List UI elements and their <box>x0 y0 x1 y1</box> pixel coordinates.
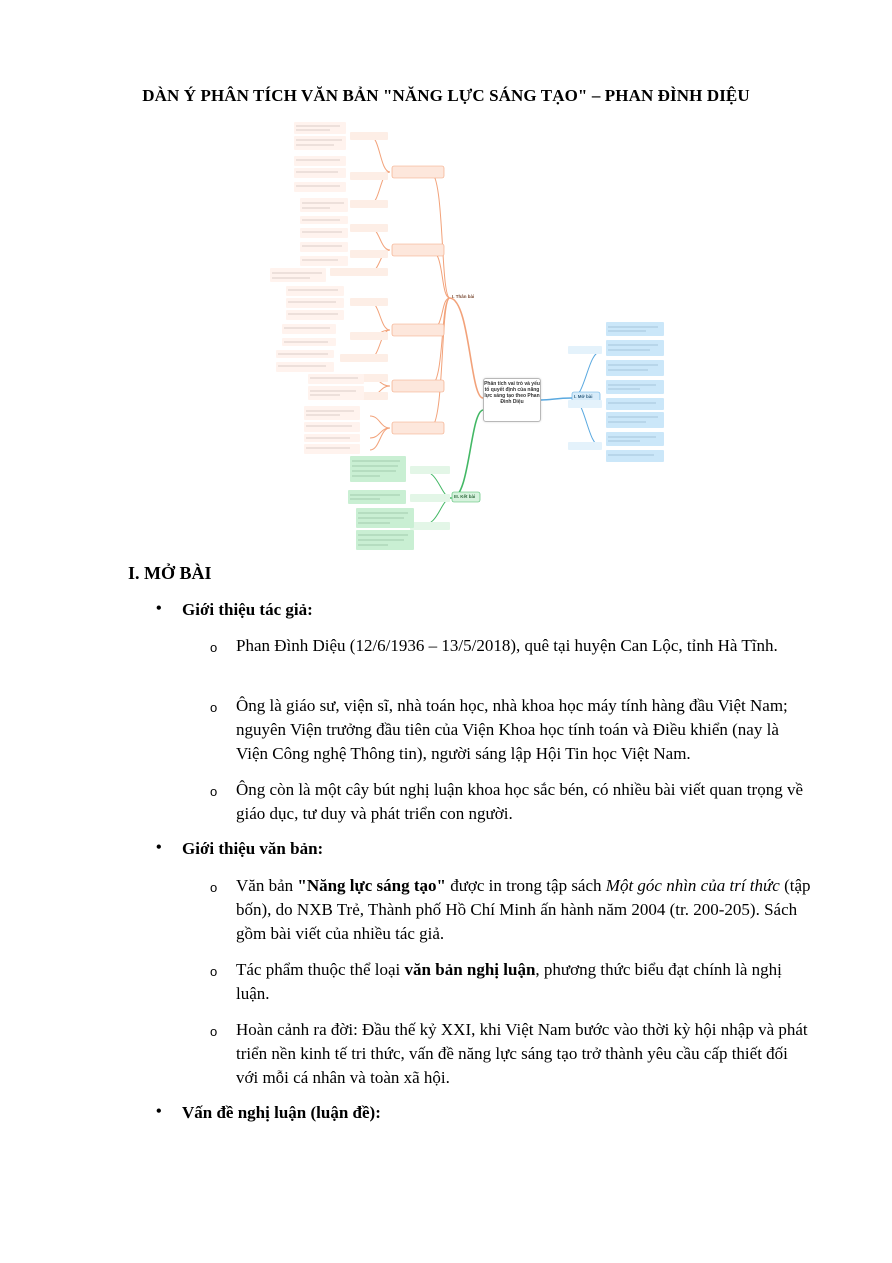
text-item-1 <box>236 874 811 946</box>
mindmap-connector-intro <box>541 398 572 400</box>
mindmap-connector-conclusion <box>452 410 483 498</box>
author-intro-label: • Giới thiệu tác giả: <box>182 600 313 620</box>
author-item-2: o Ông là giáo sư, viện sĩ, nhà toán học, nhà khoa học máy tính hàng đầu Việt Nam; nguyên Viện trưởng đầu tiên của Viện Khoa học tính toán và Điều khiển (nay là Viện Công nghệ Thông tin), người sáng lập Hội Tin học Việt Nam. <box>236 694 811 766</box>
text-item-1-book: Một góc nhìn của trí thức <box>605 876 780 895</box>
text-item-1-e: (tập bốn), do NXB Trẻ, Thành phố Hồ Chí Minh ấn hành năm 2004 (tr. 200-205). Sách gồm bài viết của nhiều tác giả. <box>236 876 811 943</box>
text-item-2-c: , phương thức biểu đạt chính là nghị luận. <box>236 960 782 1003</box>
text-item-1-a: Văn bản <box>236 876 298 895</box>
mindmap-branch-conclusion: III. Kết bài <box>454 494 476 499</box>
author-item-1: o Phan Đình Diệu (12/6/1936 – 13/5/2018), quê tại huyện Can Lộc, tỉnh Hà Tĩnh. <box>236 634 811 658</box>
mindmap-connector-body <box>450 298 483 398</box>
mindmap-diagram <box>0 0 892 560</box>
author-item-3: o Ông còn là một cây bút nghị luận khoa học sắc bén, có nhiều bài viết quan trọng về giáo dục, tư duy và phát triển con người. <box>236 778 811 826</box>
text-item-1-c: được in trong tập sách <box>445 876 606 895</box>
mindmap-branch-intro: I. Mở bài <box>574 394 593 399</box>
mindmap-center-node: Phân tích vai trò và yếu tố quyết định của năng lực sáng tạo theo Phan Đình Diệu <box>483 378 541 422</box>
text-item-1-title: "Năng lực sáng tạo" <box>297 876 446 895</box>
text-item-2-a: Tác phẩm thuộc thể loại <box>236 960 405 979</box>
text-item-2-genre: văn bản nghị luận <box>404 960 536 979</box>
section-heading-intro: I. MỞ BÀI <box>128 563 212 583</box>
text-item-3: o Hoàn cảnh ra đời: Đầu thế kỷ XXI, khi Việt Nam bước vào thời kỳ hội nhập và phát triển nền kinh tế tri thức, vấn đề năng lực sáng tạo trở thành yêu cầu cấp thiết đối với mỗi cá nhân và toàn xã hội. <box>236 1018 811 1090</box>
text-item-2 <box>236 958 811 1006</box>
text-intro-label: • Giới thiệu văn bản: <box>182 839 323 859</box>
document-title: DÀN Ý PHÂN TÍCH VĂN BẢN "NĂNG LỰC SÁNG TẠO" – PHAN ĐÌNH DIỆU <box>142 86 750 105</box>
mindmap-branch-body: I. Thân bài <box>452 294 475 299</box>
issue-label: • Vấn đề nghị luận (luận đề): <box>182 1103 381 1123</box>
